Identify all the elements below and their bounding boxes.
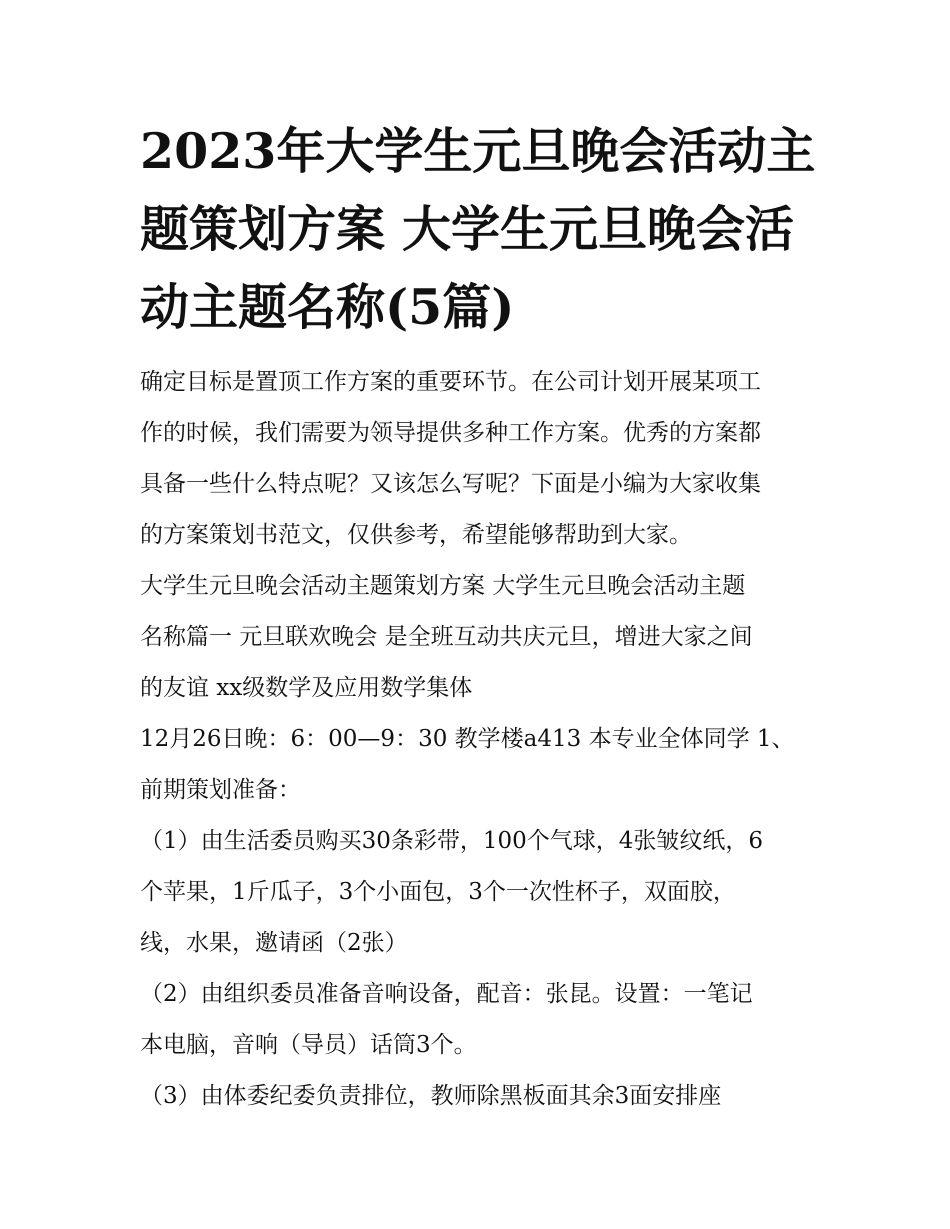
text-line: 个苹果，1斤瓜子，3个小面包，3个一次性杯子，双面胶， [140,879,736,905]
title-line: 题策划方案 大学生元旦晚会活 [140,200,795,258]
text-line: （2）由组织委员准备音响设备，配音：张昆。设置：一笔记 [140,981,753,1007]
text-line: 12月26日晚：6：00—9：30 教学楼a413 本专业全体同学 1、 [140,726,795,752]
text-line: 本电脑，音响（导员）话筒3个。 [140,1032,477,1058]
document-title [140,112,820,346]
text-line: 前期策划准备： [140,777,301,803]
text-line: 具备一些什么特点呢？又该怎么写呢？下面是小编为大家收集 [140,471,761,497]
text-line: （3）由体委纪委负责排位，教师除黑板面其余3面安排座 [140,1083,722,1109]
text-line: 的方案策划书范文，仅供参考，希望能够帮助到大家。 [140,522,692,548]
text-line: 名称篇一 元旦联欢晚会 是全班互动共庆元旦，增进大家之间 [140,624,753,650]
document-body [140,357,830,1122]
intro-paragraph [140,357,830,561]
schedule-paragraph [140,714,830,816]
section-heading-paragraph [140,561,830,714]
text-line: 线，水果，邀请函（2张） [140,930,408,956]
list-item-1 [140,816,830,969]
text-line: （1）由生活委员购买30条彩带，100个气球，4张皱纹纸，6 [140,828,764,854]
text-line: 大学生元旦晚会活动主题策划方案 大学生元旦晚会活动主题 [140,573,746,599]
title-line: 动主题名称(5篇) [140,278,515,336]
title-line: 2023年大学生元旦晚会活动主 [140,122,816,180]
text-line: 确定目标是置顶工作方案的重要环节。在公司计划开展某项工 [140,369,761,395]
list-item-2 [140,969,830,1071]
text-line: 作的时候，我们需要为领导提供多种工作方案。优秀的方案都 [140,420,761,446]
text-line: 的友谊 xx级数学及应用数学集体 [140,675,473,701]
list-item-3 [140,1071,830,1122]
